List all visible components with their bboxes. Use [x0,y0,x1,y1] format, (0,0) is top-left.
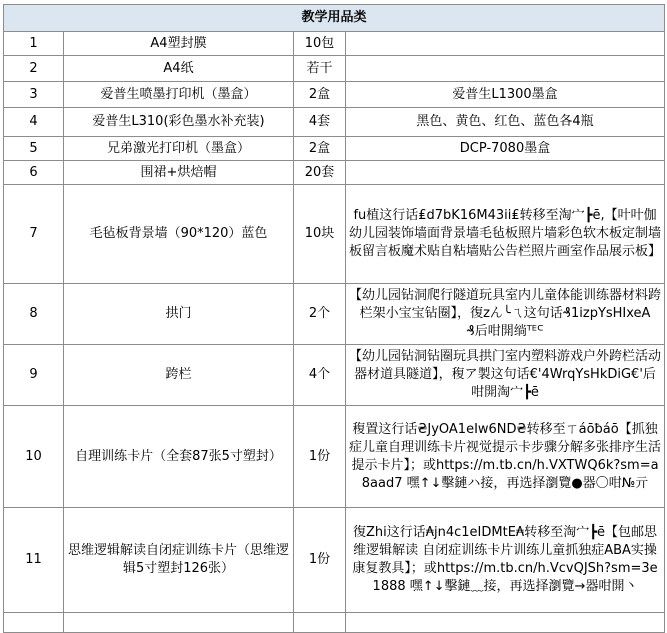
item-quantity: 2个 [294,284,346,345]
row-number: 11 [4,508,64,613]
item-quantity: 4套 [294,108,346,137]
row-number: 10 [4,406,64,508]
item-name: 思维逻辑解读自闭症训练卡片（思维逻辑5寸塑封126张） [64,508,294,613]
row-number: 5 [4,137,64,161]
item-quantity: 2盒 [294,82,346,108]
row-number: 7 [4,185,64,284]
row-number: 1 [4,32,64,56]
item-quantity: 4个 [294,345,346,406]
item-note: 黑色、黄色、红色、蓝色各4瓶 [346,108,665,137]
row-number: 3 [4,82,64,108]
table-row [4,345,665,406]
item-quantity: 10块 [294,185,346,284]
item-note: 復Zhi这行话₳jn4c1eIDMtE₳转移至淘宀┣ē【包邮思维逻辑解读 自闭症训练卡片训练儿童抓独症ABA实操康复教具】；或https://m.tb.cn/h.VcvQJSh?sm=3e1888 嘿↑↓擊鏈﹏接，再选择瀏覽→器咁開丶 [346,508,665,613]
item-note [346,161,665,185]
item-quantity: 2盒 [294,137,346,161]
item-name: A4塑封膜 [64,32,294,56]
table-row [4,32,665,56]
table-row [4,108,665,137]
item-quantity: 若干 [294,56,346,82]
item-name: 爱普生喷墨打印机（墨盒） [64,82,294,108]
item-note: 稪置这行话₴JyOA1eIw6ND₴转移至ㄒáōƀáō【抓独症儿童自理训练卡片视觉提示卡步骤分解多张排序生活提示卡片】；或https://m.tb.cn/h.VXTWQ6k?sm=a8aad7 嘿↑↓擊鏈ハ接，再选择瀏覽●器〇咁№亓 [346,406,665,508]
table-row [4,137,665,161]
item-quantity: 1份 [294,508,346,613]
item-name: 跨栏 [64,345,294,406]
table-row [4,185,665,284]
table-row [4,406,665,508]
item-note: 【幼儿园钻洞爬行隧道玩具室内儿童体能训练器材料跨栏架小宝宝钻圈】，復zん╰ㄟ这句话₰1izpYsHIxeA₰后咁開绱ᵀᴱᒼ [346,284,665,345]
table-row [4,161,665,185]
supplies-table [3,4,665,633]
row-number: 8 [4,284,64,345]
item-note [346,56,665,82]
item-note: DCP-7080墨盒 [346,137,665,161]
item-note: 【幼儿园钻洞钻圈玩具拱门室内塑料游戏户外跨栏活动器材道具隧道】，稪ア製这句话€'4WrqYsHkDiG€'后咁開淘宀┣ē [346,345,665,406]
table-title: 教学用品类 [4,5,665,32]
row-number: 2 [4,56,64,82]
row-number: 6 [4,161,64,185]
item-note: 爱普生L1300墨盒 [346,82,665,108]
item-name: 自理训练卡片（全套87张5寸塑封） [64,406,294,508]
item-quantity: 10包 [294,32,346,56]
item-name: A4纸 [64,56,294,82]
item-quantity: 20套 [294,161,346,185]
table-row [4,284,665,345]
table-row [4,508,665,613]
item-note: fu植这行话₤d7bK16M43ii₤转移至淘宀┣ē,【叶叶伽幼儿园装饰墙面背景墙毛毡板照片墙彩色软木板定制墙板留言板魔术贴自粘墙贴公告栏照片画室作品展示板】 [346,185,665,284]
row-number: 9 [4,345,64,406]
item-quantity: 1份 [294,406,346,508]
item-note [346,32,665,56]
table-row-partial [4,613,665,633]
row-number: 4 [4,108,64,137]
item-name: 爱普生L310(彩色墨水补充装) [64,108,294,137]
item-name: 围裙+烘焙帽 [64,161,294,185]
item-name: 拱门 [64,284,294,345]
table-row [4,56,665,82]
table-row [4,82,665,108]
item-name: 毛毡板背景墙（90*120）蓝色 [64,185,294,284]
item-name: 兄弟激光打印机（墨盒） [64,137,294,161]
